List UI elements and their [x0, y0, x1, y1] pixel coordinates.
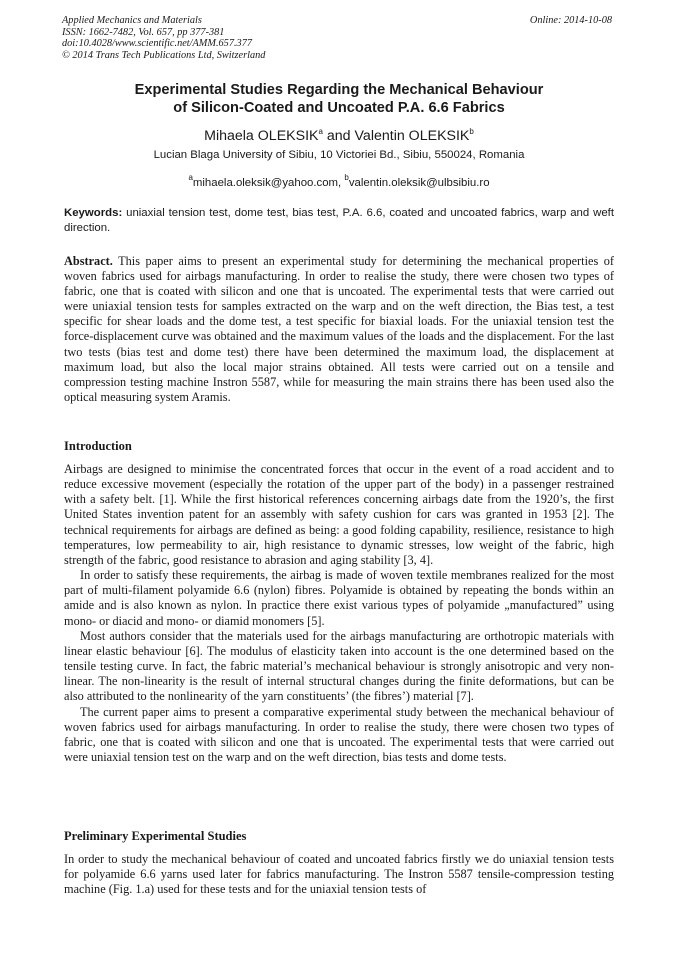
copyright-line: © 2014 Trans Tech Publications Ltd, Switzerland	[62, 49, 266, 61]
author-list	[40, 123, 638, 145]
abstract-text: This paper aims to present an experimental study for determining the mechanical properties of woven fabrics used for airbags manufacturing. In order to realise the study, there were chosen two types of fabric, one that is coated with silicon and one that is uncoated. The experimental tests that were carried out were uniaxial tension tests for samples extracted on the warp and on the weft direction, the Bias test, a test specific for shear loads and the dome test, a test specific for biaxial loads. For the uniaxial tension test the force-displacement curve was obtained and the maximum values of the loads and the displacement. For the last two tests (bias test and dome test) there have been determined the maximum load, the displacement at maximum load, but also the local major strains obtained. All tests were carried out on a tensile and compression testing machine Instron 5587, while for measuring the main strains there has been used also the optical measuring system Aramis.	[64, 254, 614, 404]
introduction-heading: Introduction	[64, 439, 132, 453]
keywords-label: Keywords:	[64, 207, 123, 219]
title-line-1: Experimental Studies Regarding the Mechanical Behaviour	[134, 82, 544, 98]
preliminary-paragraph: In order to study the mechanical behaviour of coated and uncoated fabrics firstly we do uniaxial tension tests for polyamide 6.6 yarns used later for fabrics manufacturing. The Instron 5587 tensile-compression testing machine (Fig. 1.a) used for these tests and for the uniaxial tension tests of	[64, 852, 614, 897]
email-b[interactable]: valentin.oleksik@ulbsibiu.ro	[348, 177, 490, 189]
keywords	[64, 206, 614, 235]
doi-line: doi:10.4028/www.scientific.net/AMM.657.377	[62, 38, 252, 49]
issn-line: ISSN: 1662-7482, Vol. 657, pp 377-381	[62, 26, 225, 38]
keywords-text: uniaxial tension test, dome test, bias test, P.A. 6.6, coated and uncoated fabrics, warp and weft direction.	[64, 207, 614, 234]
email-a[interactable]: mihaela.oleksik@yahoo.com,	[192, 177, 345, 189]
author-conjunction: and	[322, 128, 355, 144]
introduction-body	[64, 462, 614, 765]
email-a-mark: a	[188, 173, 193, 182]
intro-paragraph: Airbags are designed to minimise the concentrated forces that occur in the event of a road accident and to reduce excessive movement (especially the rotation of the upper part of the body) in a passenger restrained with a safety belt. [1]. While the first historical references concerning airbags date from the 1920’s, the first United States invention patent for an assembly with safety cushion for cars was granted in 1953 [2]. The technical requirements for airbags are defined as being: a good folding capability, resilience, resistance to high temperatures, low permeability to air, high resistance to dynamic stresses, low weight of the fabric, high strength of the fabric, good resistance to abrasion and aging stability [3, 4].	[64, 462, 614, 567]
author-emails	[40, 170, 638, 191]
preliminary-heading: Preliminary Experimental Studies	[64, 829, 247, 843]
intro-paragraph: Most authors consider that the materials used for the airbags manufacturing are orthotropic materials with linear elastic behaviour [6]. The modulus of elasticity taken into account is the one determined based on the tensile testing curve. In fact, the fabric material’s mechanical behaviour is strongly anisotropic and very non-linear. The non-linearity is the result of internal structural changes during the finite deformations, but can be also attributed to the nonlinearity of the yarn constituents’ (the fibres’) material [7].	[64, 628, 614, 704]
title-line-2: of Silicon-Coated and Uncoated P.A. 6.6 Fabrics	[173, 100, 505, 116]
journal-header	[62, 15, 265, 61]
author-2-name: Valentin OLEKSIK	[354, 128, 470, 144]
author-1-name: Mihaela OLEKSIK	[204, 128, 319, 144]
abstract-label: Abstract.	[64, 254, 113, 268]
journal-name: Applied Mechanics and Materials	[62, 15, 202, 26]
preliminary-body	[64, 852, 614, 897]
author-2-mark: b	[469, 127, 474, 136]
online-date: Online: 2014-10-08	[529, 15, 612, 26]
email-b-mark: b	[344, 173, 349, 182]
intro-paragraph: The current paper aims to present a comparative experimental study between the mechanical behaviour of woven fabrics used for airbags manufacturing. In order to realise the study, there were chosen two types of fabric, one that is coated with silicon and one that is uncoated. The experimental tests that were carried out were uniaxial tension test on the warp and on the weft direction, bias tests and dome tests.	[64, 704, 614, 764]
intro-paragraph: In order to satisfy these requirements, the airbag is made of woven textile membranes realized for the most part of multi-filament polyamide 6.6 (nylon) fibres. Polyamide is obtained by repeating the bonds within an amide and is also known as nylon. In practice there exist various types of polyamide „manufactured” using mono- or diacid and mono- or diamid monomers [5].	[64, 568, 614, 628]
paper-title	[40, 81, 638, 117]
affiliation: Lucian Blaga University of Sibiu, 10 Victoriei Bd., Sibiu, 550024, Romania	[153, 149, 525, 161]
author-1-mark: a	[318, 127, 323, 136]
abstract	[64, 254, 614, 405]
